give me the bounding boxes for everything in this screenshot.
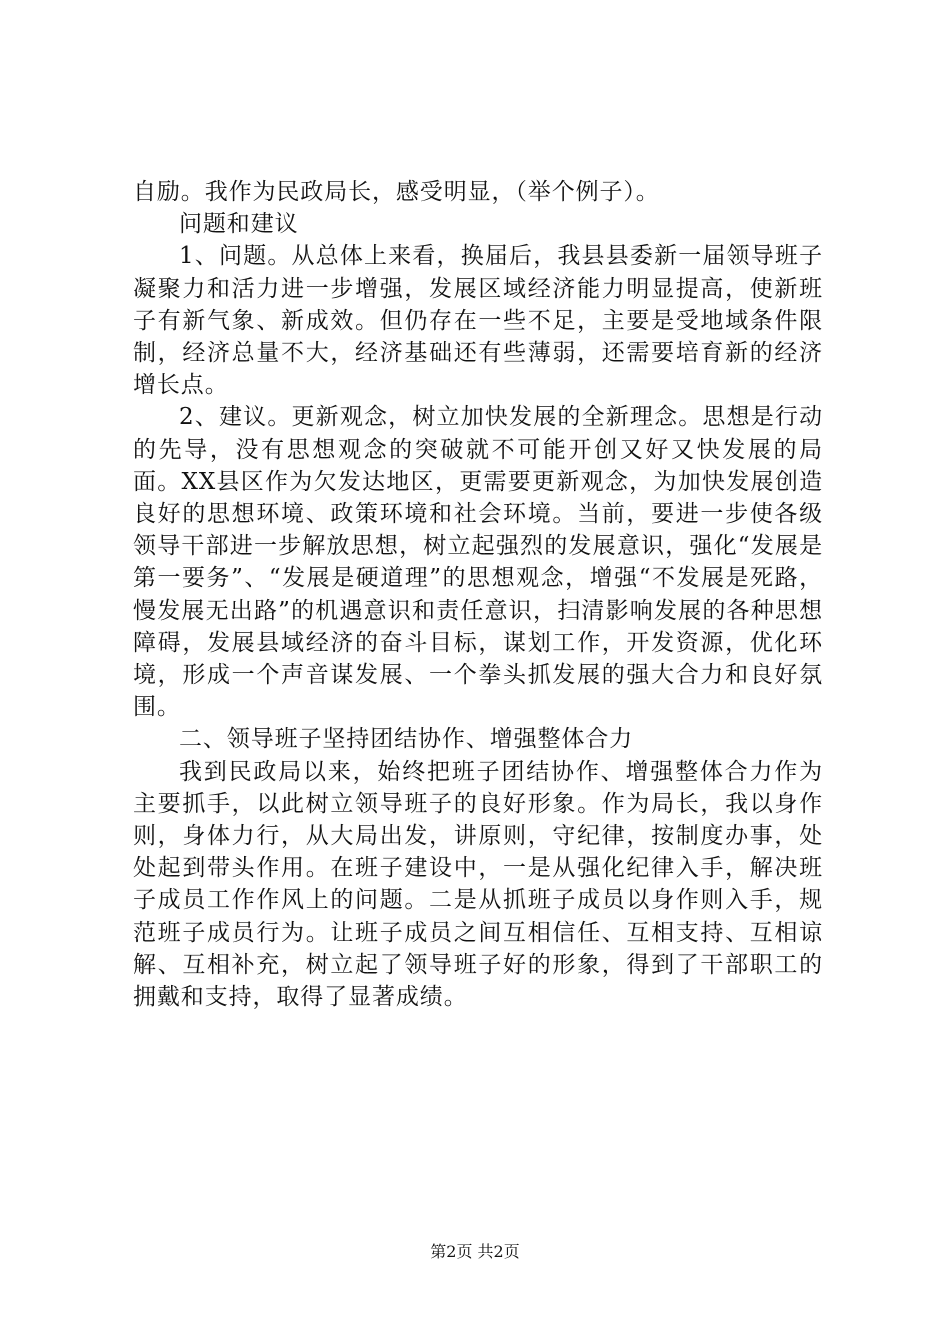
paragraph-problems: 1、问题。从总体上来看，换届后，我县县委新一届领导班子凝聚力和活力进一步增强，发展区域经济能力明显提高，使新班子有新气象、新成效。但仍存在一些不足，主要是受地域条件限制，经济总量不大，经济基础还有些薄弱，还需要培育新的经济增长点。 bbox=[133, 243, 823, 399]
page-number-footer: 第2页 共2页 bbox=[430, 1242, 520, 1261]
paragraph-suggestions: 2、建议。更新观念，树立加快发展的全新理念。思想是行动的先导，没有思想观念的突破就不可能开创又好又快发展的局面。XX县区作为欠发达地区，更需要更新观念，为加快发展创造良好的思想环境、政策环境和社会环境。当前，要进一步使各级领导干部进一步解放思想，树立起强烈的发展意识，强化“发展是第一要务”、“发展是硬道理”的思想观念，增强“不发展是死路，慢发展无出路”的机遇意识和责任意识，扫清影响发展的各种思想障碍，发展县域经济的奋斗目标，谋划工作，开发资源，优化环境，形成一个声音谋发展、一个拳头抓发展的强大合力和良好氛围。 bbox=[133, 404, 823, 721]
section-heading-issues: 问题和建议 bbox=[179, 211, 299, 238]
paragraph-unity: 我到民政局以来，始终把班子团结协作、增强整体合力作为主要抓手，以此树立领导班子的良好形象。作为局长，我以身作则，身体力行，从大局出发，讲原则，守纪律，按制度办事，处处起到带头作用。在班子建设中，一是从强化纪律入手，解决班子成员工作作风上的问题。二是从抓班子成员以身作则入手，规范班子成员行为。让班子成员之间互相信任、互相支持、互相谅解、互相补充，树立起了领导班子好的形象，得到了干部职工的拥戴和支持，取得了显著成绩。 bbox=[133, 758, 823, 1011]
section-heading-unity: 二、领导班子坚持团结协作、增强整体合力 bbox=[179, 726, 634, 753]
paragraph-continuation: 自励。我作为民政局长，感受明显，（举个例子）。 bbox=[133, 179, 660, 205]
document-body bbox=[133, 176, 823, 1013]
